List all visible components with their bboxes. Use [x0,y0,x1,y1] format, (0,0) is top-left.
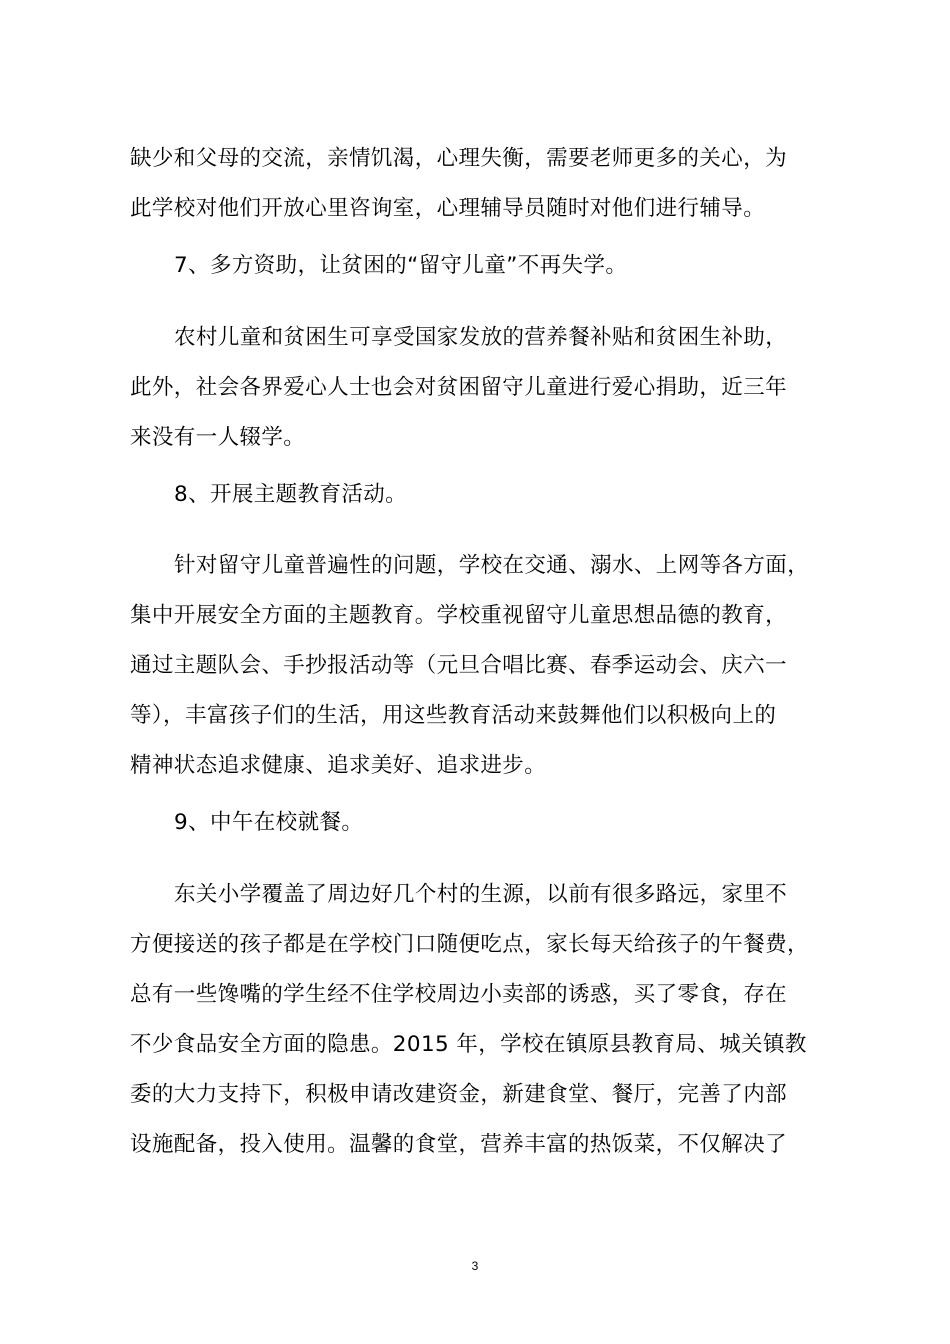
paragraph-line: 方便接送的孩子都是在学校门口随便吃点，家长每天给孩子的午餐费， [130,932,809,957]
paragraph-line: 总有一些馋嘴的学生经不住学校周边小卖部的诱惑，买了零食，存在 [130,982,788,1007]
page-number: 3 [471,1259,479,1273]
paragraph-line: 针对留守儿童普遍性的问题，学校在交通、溺水、上网等各方面， [174,553,810,578]
paragraph-line: 缺少和父母的交流，亲情饥渴，心理失衡，需要老师更多的关心，为 [130,146,788,171]
paragraph-line: 设施配备，投入使用。温馨的食堂，营养丰富的热饭菜，不仅解决了 [130,1132,788,1157]
paragraph-line: 集中开展安全方面的主题教育。学校重视留守儿童思想品德的教育， [130,603,788,628]
paragraph-line: 通过主题队会、手抄报活动等（元旦合唱比赛、春季运动会、庆六一 [130,653,788,678]
paragraph-line: 委的大力支持下，积极申请改建资金，新建食堂、餐厅，完善了内部 [130,1082,788,1107]
paragraph-line: 此学校对他们开放心里咨询室，心理辅导员随时对他们进行辅导。 [130,196,766,221]
paragraph-line: 来没有一人辍学。 [130,425,306,450]
section-heading-8: 8、开展主题教育活动。 [174,482,408,507]
paragraph-line: 此外，社会各界爱心人士也会对贫困留守儿童进行爱心捐助，近三年 [130,375,788,400]
paragraph-line: 东关小学覆盖了周边好几个村的生源，以前有很多路远，家里不 [174,882,788,907]
paragraph-line: 精神状态追求健康、追求美好、追求进步。 [130,753,547,778]
section-heading-9: 9、中午在校就餐。 [174,810,364,835]
paragraph-line: 不少食品安全方面的隐患。2015 年，学校在镇原县教育局、城关镇教 [130,1032,807,1057]
paragraph-line: 农村儿童和贫困生可享受国家发放的营养餐补贴和贫困生补助， [174,325,788,350]
section-heading-7: 7、多方资助，让贫困的“留守儿童”不再失学。 [174,253,628,278]
paragraph-line: 等），丰富孩子们的生活，用这些教育活动来鼓舞他们以积极向上的 [130,703,777,728]
